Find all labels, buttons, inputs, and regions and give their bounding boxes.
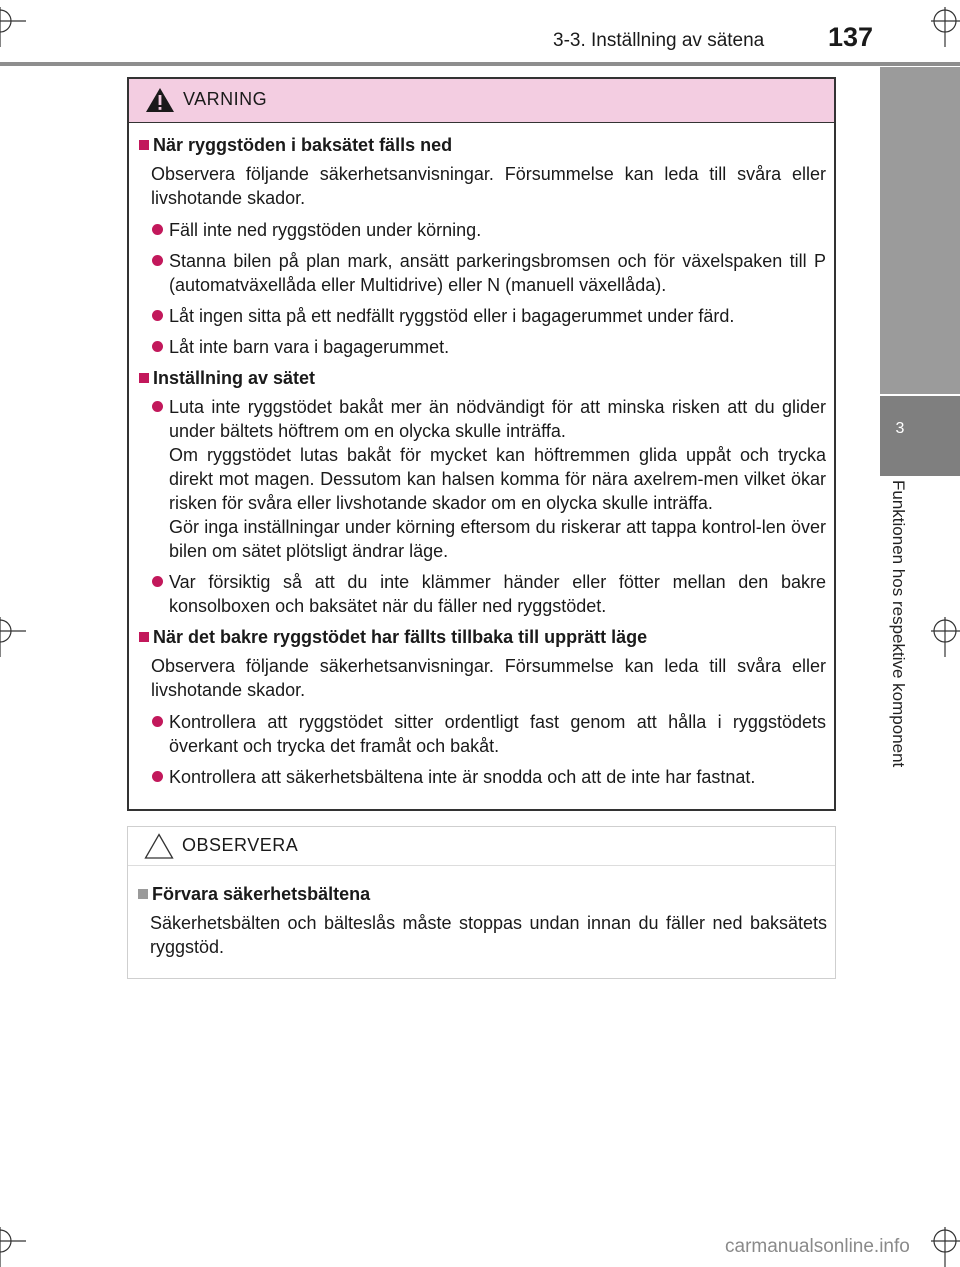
bullet-text: Luta inte ryggstödet bakåt mer än nödvändigt för att minska risken att du glider under bältets höftrem om en olycka skulle inträffa. xyxy=(169,397,826,441)
bullet-item xyxy=(139,570,826,618)
bullet-item xyxy=(139,765,826,789)
section-title: När ryggstöden i baksätet fälls ned xyxy=(139,133,826,158)
bullet-text: Var försiktig så att du inte klämmer händer eller fötter mellan den bakre konsolboxen och baksätet när du fäller ned ryggstödet. xyxy=(169,572,826,616)
caution-triangle-icon xyxy=(144,833,174,864)
bullet-item xyxy=(139,304,826,328)
chapter-number: 3 xyxy=(895,420,905,437)
watermark: carmanualsonline.info xyxy=(725,1236,910,1257)
warning-triangle-icon xyxy=(145,87,175,118)
bullet-text: Stanna bilen på plan mark, ansätt parkeringsbromsen och för växelspaken till P (automatväxellåda eller Multidrive) eller N (manuell växellåda). xyxy=(169,251,826,295)
warning-body xyxy=(129,123,834,789)
bullet-text: Kontrollera att ryggstödet sitter ordentligt fast genom att hålla i ryggstödets överkant och trycka det framåt och bakåt. xyxy=(169,712,826,756)
warning-header xyxy=(129,79,834,123)
header-rule xyxy=(0,62,960,66)
crop-mark-icon xyxy=(931,617,960,657)
section-intro: Observera följande säkerhetsanvisningar. Försummelse kan leda till svåra eller livshotande skador. xyxy=(151,164,826,208)
bullet-text: Kontrollera att säkerhetsbältena inte är snodda och att de inte har fastnat. xyxy=(169,767,756,787)
warning-box xyxy=(127,77,836,811)
side-tab-bar xyxy=(880,67,960,394)
bullet-item xyxy=(139,249,826,297)
crop-mark-icon xyxy=(931,1227,960,1267)
notice-label: OBSERVERA xyxy=(182,835,299,855)
section-header: 3-3. Inställning av sätena xyxy=(553,30,765,51)
bullet-item xyxy=(139,710,826,758)
chapter-label: Funktionen hos respektive komponent xyxy=(889,480,908,768)
bullet-text: Låt inte barn vara i bagagerummet. xyxy=(169,337,450,357)
crop-mark-icon xyxy=(0,617,26,657)
notice-body xyxy=(128,866,835,959)
crop-mark-icon xyxy=(931,7,960,47)
bullet-text: Om ryggstödet lutas bakåt för mycket kan höftremmen glida uppåt och trycka direkt mot magen. Dessutom kan halsen komma för nära axelrem-men vilket ökar risken för svåra eller livshotande skador om en olycka skulle inträffa. xyxy=(169,445,826,513)
bullet-text: Låt ingen sitta på ett nedfällt ryggstöd eller i bagagerummet under färd. xyxy=(169,306,735,326)
section-intro: Säkerhetsbälten och bälteslås måste stoppas undan innan du fäller ned baksätets ryggstöd. xyxy=(150,913,827,957)
bullet-item xyxy=(139,218,826,242)
warning-label: VARNING xyxy=(183,89,268,109)
notice-box xyxy=(127,826,836,979)
section-intro: Observera följande säkerhetsanvisningar. Försummelse kan leda till svåra eller livshotande skador. xyxy=(151,656,826,700)
section-title: Inställning av sätet xyxy=(139,366,826,391)
bullet-text: Fäll inte ned ryggstöden under körning. xyxy=(169,220,482,240)
section-title: Förvara säkerhetsbältena xyxy=(138,882,827,907)
bullet-item xyxy=(139,335,826,359)
bullet-text: Gör inga inställningar under körning eftersom du riskerar att tappa kontrol-len över bilen om sätet plötsligt ändrar läge. xyxy=(169,517,826,561)
crop-mark-icon xyxy=(0,1227,26,1267)
notice-header xyxy=(128,827,835,866)
bullet-item xyxy=(139,395,826,563)
page-number: 137 xyxy=(828,22,874,52)
section-title: När det bakre ryggstödet har fällts tillbaka till upprätt läge xyxy=(139,625,826,650)
crop-mark-icon xyxy=(0,7,26,47)
